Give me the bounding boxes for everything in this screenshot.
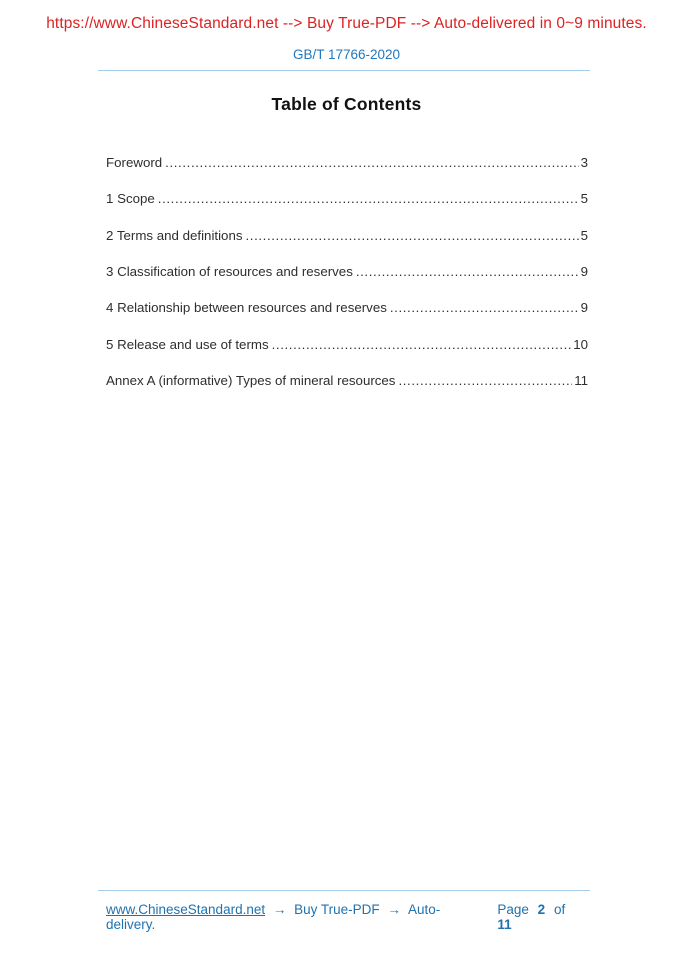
- of-label: of: [553, 902, 566, 917]
- page-title: Table of Contents: [271, 94, 422, 114]
- toc-entry-page: 10: [573, 336, 588, 352]
- dot-leader: [246, 228, 579, 244]
- dot-leader: [398, 373, 572, 389]
- toc-entry-label: 5 Release and use of terms: [106, 336, 269, 352]
- toc-entry-classification[interactable]: [106, 264, 588, 280]
- toc-entry-release-use[interactable]: [106, 337, 588, 353]
- toc-entry-label: 1 Scope: [106, 191, 155, 207]
- toc-entry-foreword[interactable]: [106, 155, 588, 171]
- page-indicator: [492, 902, 588, 932]
- page-total: 11: [497, 917, 512, 932]
- toc-entry-annex-a[interactable]: [106, 373, 588, 389]
- toc-entry-scope[interactable]: [106, 191, 588, 207]
- footer-delivery-text: Auto-delivery.: [106, 902, 441, 932]
- footer-divider: [98, 890, 590, 891]
- dot-leader: [272, 337, 572, 353]
- toc-entry-page: 9: [580, 300, 588, 316]
- toc-entry-page: 9: [580, 264, 588, 280]
- arrow-right-icon: →: [272, 902, 287, 917]
- toc-entry-page: 5: [580, 227, 588, 243]
- dot-leader: [356, 264, 579, 280]
- toc-entry-terms-definitions[interactable]: [106, 228, 588, 244]
- toc-entry-label: Annex A (informative) Types of mineral resources: [106, 373, 396, 389]
- standard-number: GB/T 17766-2020: [292, 47, 401, 62]
- toc-entry-label: 3 Classification of resources and reserves: [106, 264, 353, 280]
- toc-entry-label: 2 Terms and definitions: [106, 227, 243, 243]
- toc-entry-label: 4 Relationship between resources and reserves: [106, 300, 387, 316]
- buy-notice-header: https://www.ChineseStandard.net --> Buy True-PDF --> Auto-delivered in 0~9 minutes.: [46, 15, 647, 32]
- toc-entry-label: Foreword: [106, 155, 163, 170]
- toc-entry-page: 11: [574, 373, 588, 389]
- footer-buy-text: Buy True-PDF: [294, 902, 380, 917]
- toc-entry-page: 5: [580, 191, 588, 207]
- page-label: Page: [497, 902, 529, 917]
- arrow-right-icon: →: [387, 902, 401, 917]
- table-of-contents: [106, 155, 588, 389]
- header-divider: [98, 70, 590, 71]
- toc-entry-page: 3: [580, 155, 588, 170]
- dot-leader: [390, 300, 579, 316]
- toc-entry-relationship[interactable]: [106, 300, 588, 316]
- page-current: 2: [537, 902, 546, 917]
- dot-leader: [165, 155, 578, 171]
- dot-leader: [158, 191, 579, 207]
- footer-site-link[interactable]: www.ChineseStandard.net: [106, 902, 266, 917]
- footer-tagline: [106, 902, 492, 932]
- page-footer: [0, 882, 693, 932]
